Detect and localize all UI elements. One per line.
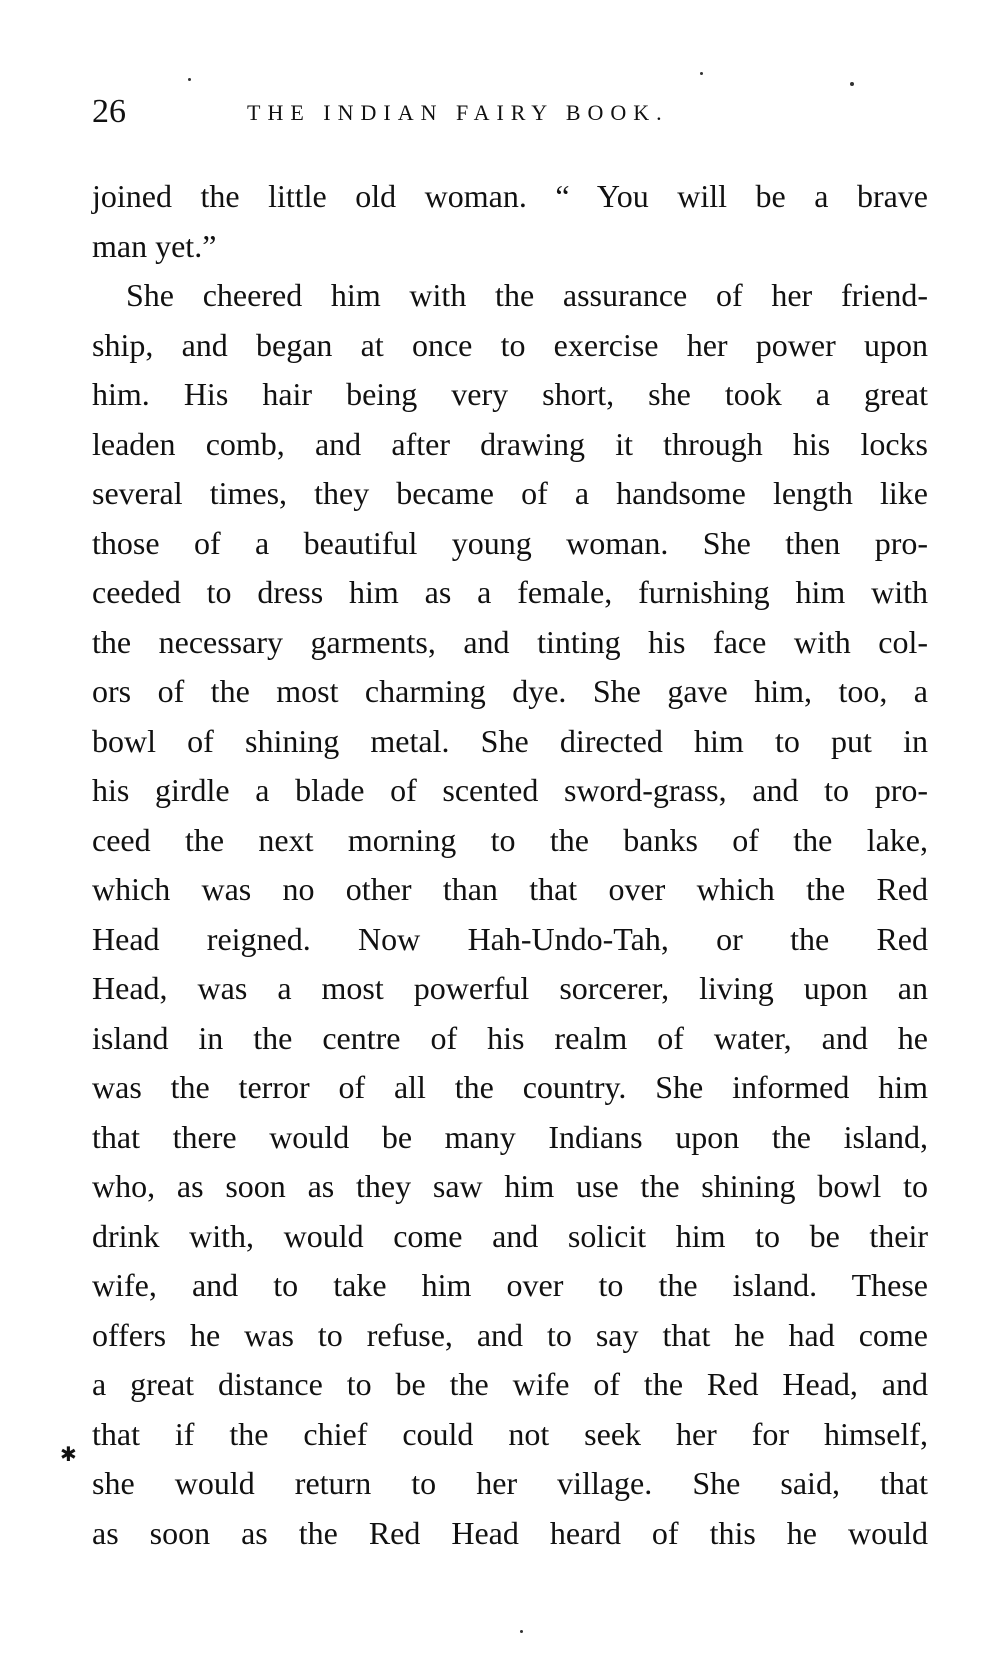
text-line: wife, and to take him over to the island. These (92, 1267, 928, 1303)
text-line: him. His hair being very short, she took a great (92, 376, 928, 412)
text-line: ceed the next morning to the banks of the lake, (92, 821, 928, 858)
text-line: drink with, would come and solicit him to be their (92, 1217, 928, 1254)
text-line: a great distance to be the wife of the Red Head, and (92, 1366, 928, 1402)
body-text (92, 172, 928, 1558)
text-line: ceeded to dress him as a female, furnishing him with (92, 574, 928, 610)
text-line: his girdle a blade of scented sword-grass, and to pro- (92, 772, 928, 808)
text-line: Head, was a most powerful sorcerer, living upon an (92, 970, 928, 1006)
text-line: island in the centre of his realm of water, and he (92, 1019, 928, 1056)
text-line: was the terror of all the country. She informed him (92, 1069, 928, 1105)
text-line: ship, and began at once to exercise her power upon (92, 326, 928, 363)
page-header (92, 92, 922, 132)
text-line: the necessary garments, and tinting his face with col- (92, 623, 928, 660)
text-line: leaden comb, and after drawing it through his locks (92, 425, 928, 462)
text-line: She cheered him with the assurance of her friend- (126, 277, 928, 313)
paper-speck (188, 78, 191, 81)
text-line: ors of the most charming dye. She gave him, too, a (92, 673, 928, 709)
paper-speck (700, 72, 703, 75)
text-line: Head reigned. Now Hah-Undo-Tah, or the Red (92, 920, 928, 957)
text-line: she would return to her village. She said, that (92, 1465, 928, 1501)
text-line: those of a beautiful young woman. She then pro- (92, 524, 928, 561)
text-line: which was no other than that over which the Red (92, 871, 928, 907)
text-line: as soon as the Red Head heard of this he would (92, 1514, 928, 1551)
ink-blot-mark: ✱ (60, 1442, 77, 1466)
text-line: several times, they became of a handsome length like (92, 475, 928, 511)
paper-speck (520, 1630, 523, 1633)
text-line: joined the little old woman. “ You will be a brave (92, 178, 928, 214)
paper-speck (850, 82, 854, 86)
page-number: 26 (92, 93, 126, 130)
running-title: THE INDIAN FAIRY BOOK. (247, 100, 669, 125)
text-line: that if the chief could not seek her for himself, (92, 1415, 928, 1452)
text-line: man yet.” (92, 227, 217, 264)
text-line: who, as soon as they saw him use the shining bowl to (92, 1168, 928, 1204)
text-line: offers he was to refuse, and to say that he had come (92, 1316, 928, 1353)
text-line: bowl of shining metal. She directed him to put in (92, 722, 928, 759)
text-line: that there would be many Indians upon the island, (92, 1118, 928, 1155)
